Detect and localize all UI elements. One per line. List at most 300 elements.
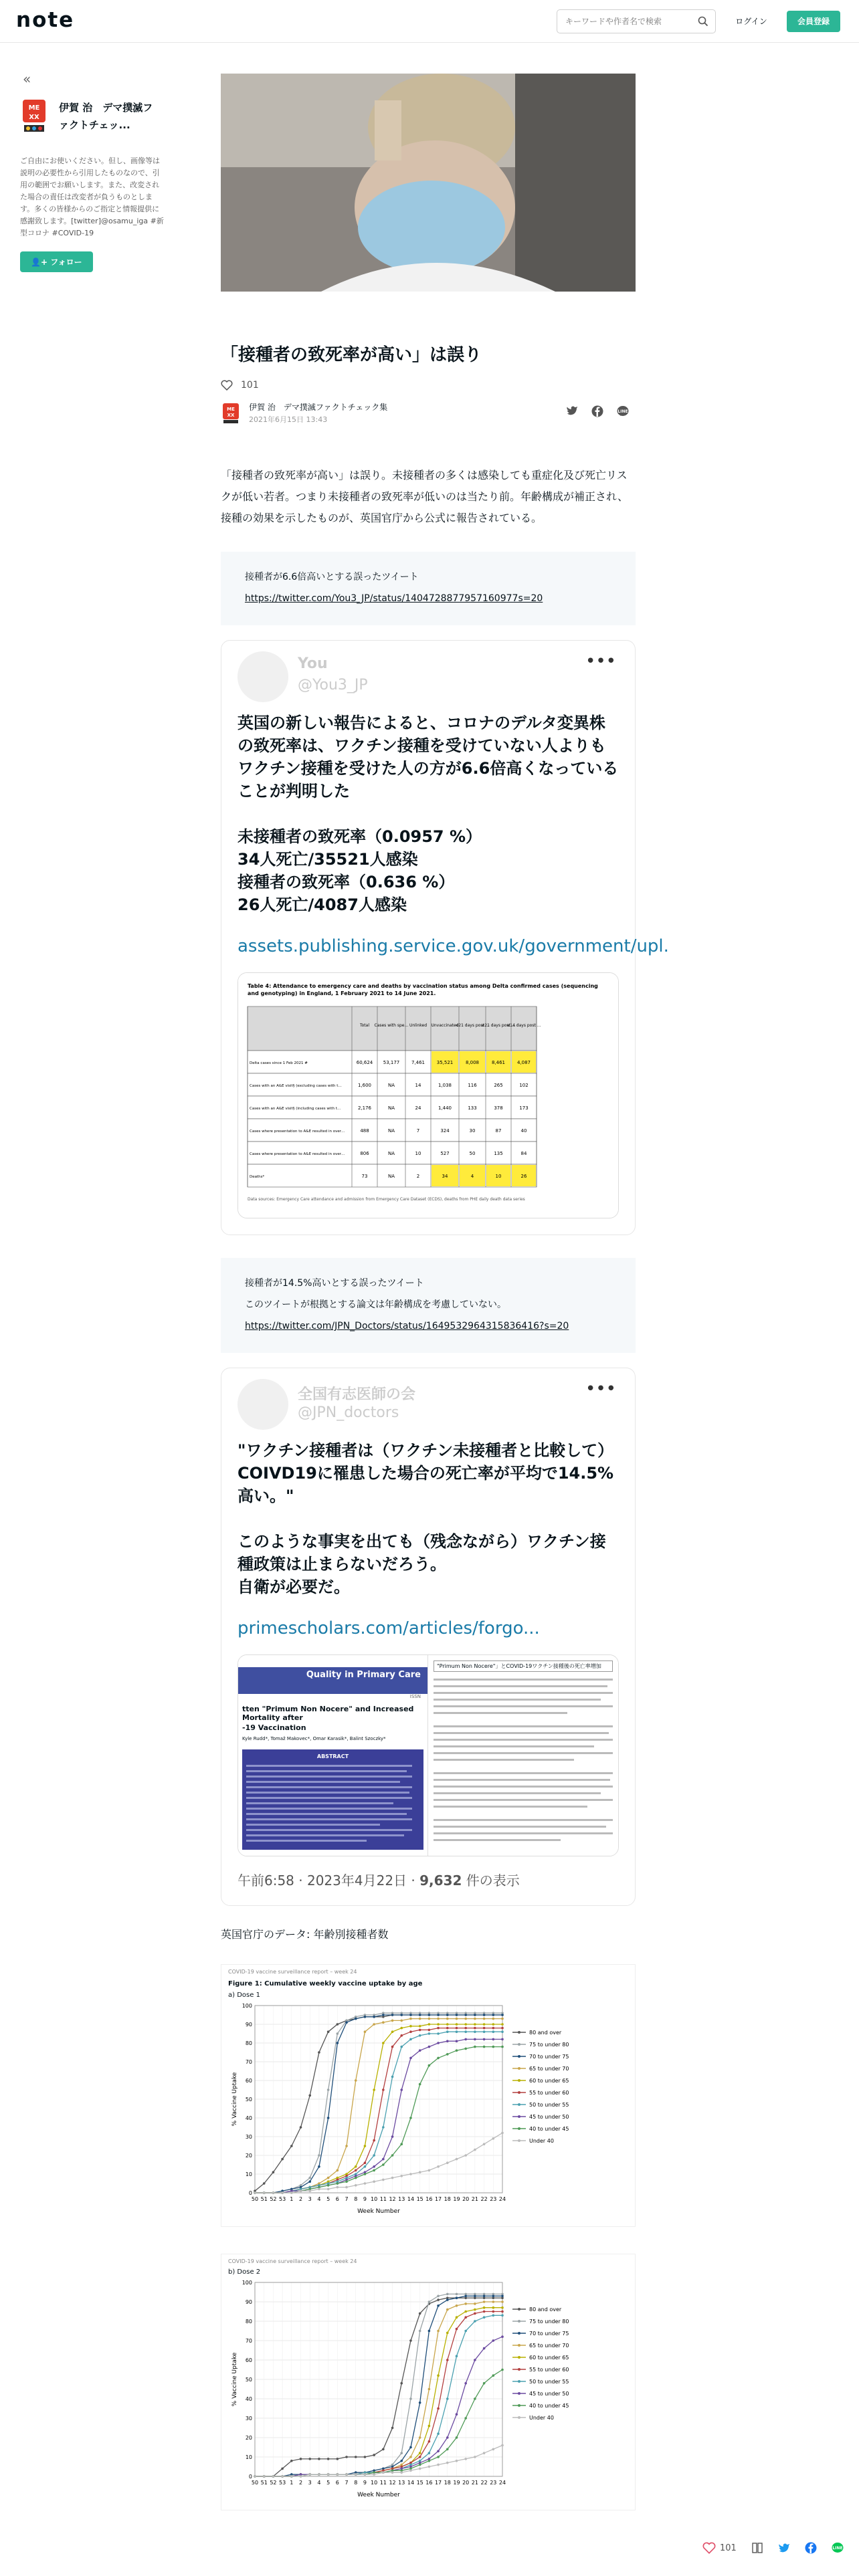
x-tick-label: 53 xyxy=(279,2196,286,2202)
table-cell: 173 xyxy=(519,1105,529,1111)
data-point xyxy=(345,2186,348,2189)
tweet-2-avatar[interactable] xyxy=(237,1379,288,1430)
data-point xyxy=(391,2135,394,2138)
legend-marker xyxy=(518,2392,520,2395)
data-point xyxy=(391,2177,394,2179)
data-point xyxy=(492,2030,494,2033)
data-point xyxy=(474,2023,476,2026)
data-point xyxy=(501,2444,504,2447)
facebook-icon[interactable] xyxy=(805,2542,817,2554)
tweet-1-handle[interactable]: @You3_JP xyxy=(298,677,368,693)
note-logo[interactable]: note xyxy=(16,8,75,32)
data-point xyxy=(501,2295,504,2298)
table-cell: 34 xyxy=(442,1174,448,1179)
tweet-1-name[interactable]: You xyxy=(298,655,328,672)
svg-text:ME: ME xyxy=(227,406,235,412)
data-point xyxy=(327,2117,330,2119)
x-tick-label: 10 xyxy=(371,2196,378,2202)
quote-block-2 xyxy=(221,1258,636,1353)
y-tick-label: 30 xyxy=(245,2416,252,2422)
x-tick-label: 10 xyxy=(371,2480,378,2486)
data-point xyxy=(400,2460,403,2462)
x-tick-label: 51 xyxy=(260,2196,268,2202)
like-row xyxy=(221,380,636,391)
facebook-icon[interactable] xyxy=(591,405,603,417)
x-tick-label: 16 xyxy=(425,2196,433,2202)
magazine-title[interactable]: 伊賀 治 デマ撲滅ファクトチェッ... xyxy=(59,102,153,131)
table-cell: 26 xyxy=(520,1174,527,1179)
magazine-add-icon[interactable] xyxy=(751,2542,763,2554)
data-point xyxy=(437,2023,440,2026)
data-point xyxy=(456,2328,458,2331)
data-point xyxy=(373,2180,375,2183)
legend-entry: 40 to under 45 xyxy=(529,2126,569,2132)
table-cell: 24 xyxy=(415,1105,421,1111)
data-point xyxy=(456,2304,458,2307)
data-point xyxy=(337,2458,339,2460)
svg-text:LINE: LINE xyxy=(617,409,628,414)
x-tick-label: 19 xyxy=(453,2480,460,2486)
data-point xyxy=(501,2014,504,2016)
data-point xyxy=(391,2076,394,2078)
data-point xyxy=(456,2018,458,2020)
data-point xyxy=(446,2298,449,2301)
data-point xyxy=(409,2173,412,2175)
tweet-1-link[interactable]: assets.publishing.service.gov.uk/government/upl. xyxy=(237,936,669,956)
data-point xyxy=(492,2018,494,2020)
x-tick-label: 8 xyxy=(354,2196,358,2202)
data-point xyxy=(281,2468,284,2470)
legend-entry: 45 to under 50 xyxy=(529,2391,569,2397)
x-tick-label: 20 xyxy=(462,2480,470,2486)
more-options-icon[interactable]: ••• xyxy=(585,1379,616,1399)
heart-icon[interactable] xyxy=(221,380,233,391)
data-point xyxy=(492,2311,494,2313)
table-cell: 1,038 xyxy=(438,1083,452,1088)
data-point xyxy=(464,2417,467,2420)
data-point xyxy=(364,2456,367,2458)
table-cell: 35,521 xyxy=(436,1060,454,1065)
data-point xyxy=(483,2295,486,2298)
embedded-tweet-1[interactable] xyxy=(221,640,669,1235)
data-point xyxy=(300,2458,302,2460)
table-cell: Cases where presentation to A&E resulted in over… xyxy=(250,1152,345,1156)
data-point xyxy=(456,2023,458,2026)
share-buttons xyxy=(566,405,629,417)
y-tick-label: 80 xyxy=(245,2040,252,2046)
data-point xyxy=(474,2313,476,2315)
data-point xyxy=(400,2027,403,2030)
table-cell: NA xyxy=(387,1151,395,1156)
table-cell: 50 xyxy=(469,1151,476,1156)
x-tick-label: 18 xyxy=(444,2480,451,2486)
y-tick-label: 70 xyxy=(245,2059,252,2065)
data-point xyxy=(464,2154,467,2157)
data-point xyxy=(464,2038,467,2041)
y-tick-label: 50 xyxy=(245,2377,252,2383)
data-point xyxy=(501,2038,504,2041)
legend-marker xyxy=(518,2091,520,2094)
table-cell: 7 xyxy=(416,1128,420,1134)
data-point xyxy=(364,2165,367,2168)
data-point xyxy=(318,2154,320,2157)
table-header-2: Cases with spe… xyxy=(374,1023,409,1028)
data-point xyxy=(501,2030,504,2033)
data-point xyxy=(364,2030,367,2033)
tweet-2-meta xyxy=(237,1870,619,1889)
table-cell: 60,624 xyxy=(356,1060,373,1065)
search-icon[interactable] xyxy=(698,16,708,27)
legend-entry: 60 to under 65 xyxy=(529,2078,569,2084)
table-cell: 84 xyxy=(520,1151,527,1156)
data-point xyxy=(263,2182,266,2185)
legend-marker xyxy=(518,2404,520,2407)
data-point xyxy=(419,2468,421,2470)
data-point xyxy=(318,2188,320,2191)
data-point xyxy=(428,2014,431,2016)
quote-block-1 xyxy=(221,552,636,625)
data-point xyxy=(345,2473,348,2476)
data-point xyxy=(409,2025,412,2028)
data-point xyxy=(373,2473,375,2476)
y-tick-label: 20 xyxy=(245,2435,252,2441)
data-point xyxy=(409,2446,412,2449)
data-point xyxy=(400,2471,403,2474)
x-tick-label: 15 xyxy=(416,2196,423,2202)
magazine-header[interactable] xyxy=(20,99,165,134)
table-cell: NA xyxy=(387,1128,395,1134)
data-point xyxy=(437,2042,440,2044)
data-point xyxy=(437,2407,440,2410)
x-tick-label: 23 xyxy=(490,2480,497,2486)
data-point xyxy=(337,2169,339,2172)
line-icon[interactable] xyxy=(617,405,629,417)
quote-2-link[interactable]: https://twitter.com/JPN_Doctors/status/1649532964315836416?s=20 xyxy=(245,1321,569,1331)
data-point xyxy=(327,2177,330,2179)
data-point xyxy=(308,2095,311,2097)
data-point xyxy=(400,2034,403,2037)
data-point xyxy=(446,2018,449,2020)
series-line xyxy=(255,2337,502,2476)
figure-2-header: COVID-19 vaccine surveillance report – week 24 xyxy=(228,2258,357,2264)
data-point xyxy=(437,2298,440,2301)
data-point xyxy=(290,2460,293,2462)
data-point xyxy=(355,2184,357,2187)
table-cell: 265 xyxy=(494,1083,503,1088)
y-tick-label: 70 xyxy=(245,2338,252,2344)
data-point xyxy=(272,2191,275,2194)
data-point xyxy=(400,2382,403,2385)
data-point xyxy=(483,2300,486,2303)
data-point xyxy=(318,2473,320,2476)
hero-photo xyxy=(221,74,636,292)
data-point xyxy=(501,2306,504,2309)
tweet-2-image[interactable] xyxy=(237,1654,619,1856)
data-point xyxy=(501,2023,504,2026)
data-point xyxy=(428,2023,431,2026)
author-name[interactable]: 伊賀 治 デマ撲滅ファクトチェック集 xyxy=(249,403,388,412)
data-point xyxy=(492,2046,494,2048)
x-axis-label: Week Number xyxy=(357,2492,400,2498)
data-point xyxy=(483,2018,486,2020)
data-point xyxy=(456,2413,458,2416)
series-line xyxy=(255,2028,502,2193)
table-cell: 135 xyxy=(494,1151,503,1156)
data-point xyxy=(437,2057,440,2060)
author-avatar[interactable] xyxy=(221,403,241,423)
data-point xyxy=(391,2020,394,2022)
data-point xyxy=(437,2295,440,2298)
y-tick-label: 30 xyxy=(245,2134,252,2140)
x-tick-label: 11 xyxy=(379,2480,387,2486)
x-tick-label: 13 xyxy=(398,2196,405,2202)
legend-entry: 70 to under 75 xyxy=(529,2054,569,2060)
like-count[interactable]: 101 xyxy=(241,380,259,391)
legend-entry: 50 to under 55 xyxy=(529,2102,569,2108)
data-point xyxy=(456,2436,458,2439)
data-point xyxy=(483,2311,486,2313)
table-caption: Table 4: Attendance to emergency care and deaths by vaccination status among Delta confirmed cases (sequencing xyxy=(248,983,598,989)
svg-text:ME: ME xyxy=(28,104,40,112)
data-point xyxy=(300,2126,302,2129)
table-cell: Delta cases since 1 Feb 2021 # xyxy=(250,1061,308,1065)
x-tick-label: 2 xyxy=(298,2196,303,2202)
data-point xyxy=(327,2458,330,2460)
data-point xyxy=(355,2456,357,2458)
data-point xyxy=(382,2158,385,2161)
table-cell: 30 xyxy=(469,1128,476,1134)
data-point xyxy=(437,2027,440,2030)
tweet-1-avatar[interactable] xyxy=(237,651,288,702)
data-point xyxy=(446,2359,449,2361)
data-point xyxy=(355,2165,357,2168)
data-point xyxy=(281,2158,284,2161)
data-point xyxy=(419,2456,421,2458)
data-point xyxy=(345,2180,348,2183)
tweet-2-time[interactable]: 午前6:58 · 2023年4月22日 · xyxy=(237,1872,420,1889)
magazine-logo-icon xyxy=(20,100,48,133)
data-point xyxy=(355,2169,357,2172)
legend-entry: 75 to under 80 xyxy=(529,2319,569,2325)
data-point xyxy=(428,2032,431,2035)
data-point xyxy=(300,2475,302,2478)
table-cell: 10 xyxy=(415,1151,421,1156)
series-line xyxy=(255,2015,502,2191)
data-point xyxy=(308,2180,311,2183)
table-image xyxy=(238,973,619,1215)
tweet-2-link[interactable]: primescholars.com/articles/forgo... xyxy=(237,1618,540,1638)
data-point xyxy=(428,2466,431,2468)
data-point xyxy=(391,2030,394,2033)
data-point xyxy=(391,2427,394,2430)
x-tick-label: 23 xyxy=(490,2196,497,2202)
x-tick-label: 19 xyxy=(453,2196,460,2202)
legend-entry: 60 to under 65 xyxy=(529,2355,569,2361)
data-point xyxy=(382,2471,385,2474)
data-point xyxy=(501,2311,504,2313)
data-point xyxy=(464,2027,467,2030)
twitter-icon[interactable] xyxy=(778,2543,790,2553)
paper-journal-header: Quality in Primary Care xyxy=(238,1667,427,1694)
collapse-sidebar-icon[interactable]: « xyxy=(23,71,31,87)
y-tick-label: 0 xyxy=(248,2474,252,2480)
data-point xyxy=(492,2306,494,2309)
data-point xyxy=(308,2458,311,2460)
data-point xyxy=(382,2042,385,2044)
tweet-1-text: 英国の新しい報告によると、コロナのデルタ変異株の致死率は、ワクチン接種を受けていない人よりもワクチン接種を受けた人の方が6.6倍高くなっていることが判明した 未接種者の致死率（0.0957 %） 34人死亡/35521人感染 接種者の致死率（0.636 %） 26人死亡/4087人感染 xyxy=(237,714,619,914)
x-tick-label: 3 xyxy=(308,2196,312,2202)
data-point xyxy=(263,2475,266,2478)
svg-text:LINE: LINE xyxy=(832,2546,843,2551)
data-point xyxy=(391,2471,394,2474)
quote-2-label: 接種者が14.5%高いとする誤ったツイート xyxy=(245,1278,424,1289)
twitter-icon[interactable] xyxy=(566,405,578,416)
data-point xyxy=(456,2049,458,2052)
data-point xyxy=(437,2032,440,2035)
data-point xyxy=(474,2027,476,2030)
figure-1-header: COVID-19 vaccine surveillance report – week 24 xyxy=(228,1969,357,1975)
data-point xyxy=(409,2018,412,2020)
login-button[interactable]: ログイン xyxy=(735,17,767,26)
data-point xyxy=(364,2182,367,2185)
data-point xyxy=(382,2126,385,2129)
data-point xyxy=(382,2021,385,2024)
table-cell: Deaths* xyxy=(250,1175,265,1179)
table-cell: 40 xyxy=(520,1128,527,1134)
legend-marker xyxy=(518,2356,520,2359)
x-tick-label: 9 xyxy=(363,2196,367,2202)
signup-button[interactable]: 会員登録 xyxy=(787,11,840,32)
data-point xyxy=(446,2023,449,2026)
data-point xyxy=(492,2295,494,2298)
data-point xyxy=(391,2046,394,2048)
legend-marker xyxy=(518,2139,520,2142)
data-point xyxy=(483,2143,486,2145)
data-point xyxy=(456,2030,458,2033)
data-point xyxy=(373,2016,375,2018)
floating-like-count[interactable]: 101 xyxy=(720,2543,737,2553)
data-point xyxy=(364,2145,367,2147)
data-point xyxy=(400,2014,403,2016)
legend-entry: 80 and over xyxy=(529,2306,562,2313)
table-cell: 8,008 xyxy=(465,1060,480,1065)
series-line xyxy=(255,2302,502,2476)
data-point xyxy=(483,2027,486,2030)
data-point xyxy=(428,2046,431,2048)
data-point xyxy=(318,2051,320,2054)
search-input[interactable] xyxy=(565,10,692,33)
table-cell: 102 xyxy=(519,1083,529,1088)
table-cell: NA xyxy=(387,1174,395,1179)
x-tick-label: 52 xyxy=(270,2196,277,2202)
data-point xyxy=(254,2191,256,2194)
data-point xyxy=(437,2014,440,2016)
legend-marker xyxy=(518,2380,520,2383)
x-tick-label: 24 xyxy=(498,2196,506,2202)
legend-entry: 40 to under 45 xyxy=(529,2403,569,2409)
data-point xyxy=(373,2165,375,2168)
data-point xyxy=(464,2018,467,2020)
x-tick-label: 8 xyxy=(354,2480,358,2486)
legend-marker xyxy=(518,2115,520,2118)
paper-jp-header: "Primum Non Nocere"」とCOVID-19ワクチン接種後の死亡率増加 xyxy=(434,1660,613,1672)
data-point xyxy=(400,2088,403,2091)
data-point xyxy=(409,2456,412,2458)
search-box[interactable] xyxy=(557,9,716,33)
data-point xyxy=(419,2330,421,2333)
data-point xyxy=(391,2014,394,2016)
data-point xyxy=(464,2302,467,2305)
x-tick-label: 17 xyxy=(434,2480,442,2486)
table-header-1: Total xyxy=(359,1023,370,1028)
data-point xyxy=(337,2023,339,2026)
data-point xyxy=(492,2339,494,2342)
x-tick-label: 51 xyxy=(260,2480,268,2486)
data-point xyxy=(437,2304,440,2307)
data-point xyxy=(483,2023,486,2026)
follow-button[interactable] xyxy=(20,251,93,272)
data-point xyxy=(501,2018,504,2020)
more-options-icon[interactable]: ••• xyxy=(585,651,616,671)
data-point xyxy=(456,2460,458,2462)
y-tick-label: 100 xyxy=(242,2003,252,2009)
data-point xyxy=(272,2171,275,2173)
legend-marker xyxy=(518,2031,520,2034)
x-tick-label: 5 xyxy=(326,2196,330,2202)
data-point xyxy=(464,2295,467,2298)
heart-icon[interactable] xyxy=(702,2542,716,2554)
y-tick-label: 10 xyxy=(245,2171,252,2177)
article-title: 「接種者の致死率が高い」は誤り xyxy=(221,345,482,365)
table-cell: 14 xyxy=(415,1083,421,1088)
embedded-tweet-2[interactable] xyxy=(221,1368,636,1906)
y-tick-label: 0 xyxy=(248,2190,252,2196)
data-point xyxy=(428,2029,431,2032)
paper-authors: Kyle Rudd*, Tomaž Makovec*, Omar Karasik*, Balint Szoczky* xyxy=(242,1736,386,1741)
data-point xyxy=(382,2088,385,2091)
data-point xyxy=(492,2315,494,2317)
data-point xyxy=(327,2088,330,2091)
article-main xyxy=(221,74,669,2510)
tweet-1-image[interactable] xyxy=(237,972,619,1218)
data-point xyxy=(382,2179,385,2181)
table-cell: 378 xyxy=(494,1105,503,1111)
tweet-2-name[interactable]: 全国有志医師の会 xyxy=(298,1386,416,1403)
tweet-2-handle[interactable]: @JPN_doctors xyxy=(298,1404,399,1421)
legend-entry: 80 and over xyxy=(529,2030,562,2036)
data-point xyxy=(355,2018,357,2020)
table-cell: 73 xyxy=(361,1174,368,1179)
data-point xyxy=(464,2014,467,2016)
x-tick-label: 50 xyxy=(251,2480,259,2486)
quote-1-link[interactable]: https://twitter.com/You3_JP/status/1404728877957160977s=20 xyxy=(245,593,543,604)
data-point xyxy=(373,2139,375,2142)
figure-1-subtitle: a) Dose 1 xyxy=(228,1992,260,1999)
x-tick-label: 50 xyxy=(251,2196,259,2202)
line-icon[interactable] xyxy=(832,2542,844,2554)
table-cell: NA xyxy=(387,1105,395,1111)
data-point xyxy=(345,2021,348,2024)
table-cell: NA xyxy=(387,1083,395,1088)
data-point xyxy=(428,2460,431,2462)
data-point xyxy=(409,2038,412,2041)
data-point xyxy=(419,2171,421,2173)
data-point xyxy=(400,2020,403,2022)
data-point xyxy=(409,2030,412,2033)
data-point xyxy=(290,2191,293,2194)
floating-action-bar xyxy=(702,2535,859,2561)
data-point xyxy=(483,2046,486,2048)
